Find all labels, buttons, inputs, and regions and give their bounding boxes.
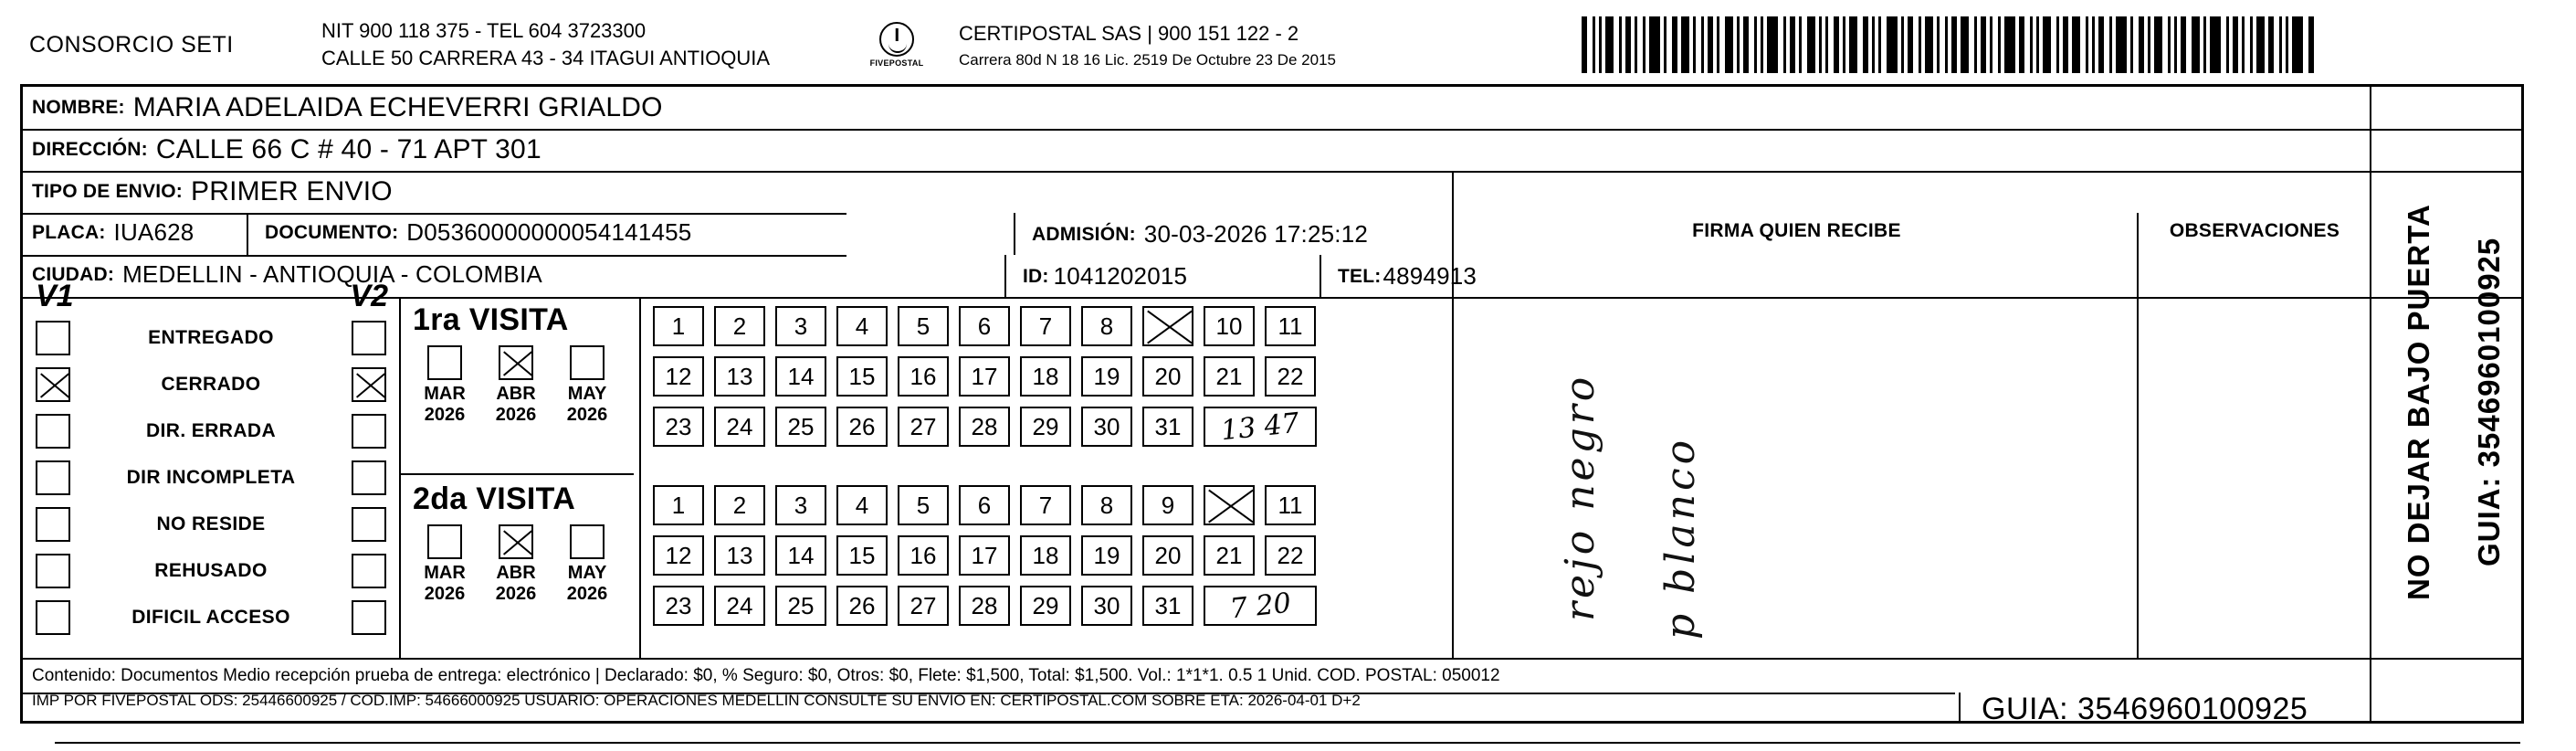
logo-wordmark: FIVEPOSTAL — [869, 58, 924, 68]
no-dejar-bajo-puerta-text: NO DEJAR BAJO PUERTA — [2402, 204, 2435, 600]
day-row-1-v1 — [653, 306, 1317, 346]
placa-label: PLACA: — [32, 221, 106, 243]
month-checkbox-may-v2[interactable] — [570, 524, 605, 559]
footer-guia-number: GUIA: 3546960100925 — [1982, 692, 2308, 726]
month-name: ABR — [496, 563, 536, 583]
checkbox-v1-4[interactable] — [36, 507, 70, 542]
checkbox-v1-3[interactable] — [36, 460, 70, 495]
day-cell-1-v1[interactable]: 1 — [653, 306, 704, 346]
field-placa — [23, 218, 194, 247]
signature-scribble-line-1: rejo negro — [1557, 373, 1603, 621]
day-cell-14-v2[interactable]: 14 — [775, 535, 826, 576]
visit-2-title: 2da VISITA — [413, 481, 576, 516]
divider-placa — [23, 255, 846, 257]
day-cell-27-v2[interactable]: 27 — [898, 586, 949, 626]
day-cell-22-v1[interactable]: 22 — [1265, 356, 1316, 397]
day-cell-21-v2[interactable]: 21 — [1204, 535, 1255, 576]
divider-placa-doc — [247, 213, 248, 255]
day-cell-7-v1[interactable]: 7 — [1020, 306, 1071, 346]
day-cell-12-v2[interactable]: 12 — [653, 535, 704, 576]
day-cell-15-v1[interactable]: 15 — [836, 356, 888, 397]
signature-header: FIRMA QUIEN RECIBE — [1692, 220, 1901, 241]
day-cell-30-v2[interactable]: 30 — [1081, 586, 1132, 626]
day-cell-21-v1[interactable]: 21 — [1204, 356, 1255, 397]
day-cell-25-v2[interactable]: 25 — [775, 586, 826, 626]
nombre-label: NOMBRE: — [32, 97, 125, 118]
status-row-rehusado — [23, 547, 399, 594]
divider-guia-footer — [1959, 693, 1961, 724]
status-row-cerrado — [23, 361, 399, 407]
footer-legal-text — [23, 662, 1940, 714]
checkcol-rows — [23, 314, 399, 640]
day-cell-18-v1[interactable]: 18 — [1020, 356, 1071, 397]
admision-label: ADMISIÓN: — [1032, 223, 1136, 245]
day-cell-19-v1[interactable]: 19 — [1081, 356, 1132, 397]
divider-admision — [1014, 213, 1015, 255]
day-cell-20-v1[interactable]: 20 — [1142, 356, 1193, 397]
month-year: 2026 — [495, 405, 537, 425]
hand-note-v1[interactable] — [1204, 407, 1317, 447]
day-cell-27-v1[interactable]: 27 — [898, 407, 949, 447]
status-label-0: ENTREGADO — [148, 326, 274, 348]
signature-scribble-line-2: p blanco — [1657, 436, 1704, 640]
month-year: 2026 — [495, 584, 537, 604]
documento-value: D05360000000054141455 — [406, 218, 692, 246]
day-cell-30-v1[interactable]: 30 — [1081, 407, 1132, 447]
day-cell-11-v2[interactable]: 11 — [1265, 485, 1316, 525]
month-name: MAR — [424, 563, 466, 583]
month-option-may-v1[interactable] — [559, 345, 615, 426]
status-label-1: CERRADO — [161, 373, 261, 395]
tipo-envio-label: TIPO DE ENVIO: — [32, 181, 183, 202]
checkbox-v1-6[interactable] — [36, 600, 70, 635]
status-label-6: DIFICIL ACCESO — [131, 606, 290, 628]
day-cell-5-v1[interactable]: 5 — [898, 306, 949, 346]
day-cell-23-v1[interactable]: 23 — [653, 407, 704, 447]
hand-note-v2[interactable] — [1204, 586, 1317, 626]
nit-line-1: NIT 900 118 375 - TEL 604 3723300 — [321, 19, 647, 43]
hand-note-text: 13 47 — [1219, 407, 1301, 447]
logo-circle-icon — [879, 22, 914, 57]
observaciones-header: OBSERVACIONES — [2169, 220, 2340, 241]
checkcol-headers — [23, 277, 399, 314]
day-row-2-v2 — [653, 535, 1317, 576]
checkbox-v2-4[interactable] — [352, 507, 386, 542]
day-cell-26-v2[interactable]: 26 — [836, 586, 888, 626]
day-cell-25-v1[interactable]: 25 — [775, 407, 826, 447]
day-cell-31-v1[interactable]: 31 — [1142, 407, 1193, 447]
day-row-2-v1 — [653, 356, 1317, 397]
day-cell-14-v1[interactable]: 14 — [775, 356, 826, 397]
certipostal-line-1: CERTIPOSTAL SAS | 900 151 122 - 2 — [959, 21, 1299, 45]
day-cell-24-v2[interactable]: 24 — [714, 586, 765, 626]
month-option-mar-v2[interactable] — [416, 524, 473, 605]
month-year: 2026 — [424, 405, 466, 425]
month-checkbox-mar-v1[interactable] — [427, 345, 462, 380]
status-label-5: REHUSADO — [154, 559, 268, 581]
certipostal-line-2: Carrera 80d N 18 16 Lic. 2519 De Octubre 23 De 2015 — [959, 50, 1336, 69]
divider-visit-split — [399, 473, 634, 475]
day-cell-12-v1[interactable]: 12 — [653, 356, 704, 397]
divider-signature-left — [1452, 171, 1454, 658]
month-option-mar-v1[interactable] — [416, 345, 473, 426]
day-cell-18-v2[interactable]: 18 — [1020, 535, 1071, 576]
ciudad-value: MEDELLIN - ANTIOQUIA - COLOMBIA — [122, 260, 542, 288]
footer-line-2: IMP POR FIVEPOSTAL ODS: 25446600925 / COD.IMP: 54666000925 USUARIO: OPERACIONES MEDELLIN CONSULTE SU ENVIO EN: CERTIPOSTAL.COM SOBRE ETA: 2026-04-01 D+2 — [32, 692, 1361, 710]
checkbox-v1-5[interactable] — [36, 554, 70, 588]
day-cell-10-v2[interactable] — [1204, 485, 1255, 525]
day-cell-22-v2[interactable]: 22 — [1265, 535, 1316, 576]
v1-header: V1 — [36, 279, 74, 313]
tel-value: 4894913 — [1383, 262, 1477, 290]
document-header — [20, 7, 2540, 82]
checkbox-v2-0[interactable] — [352, 321, 386, 355]
field-id — [1014, 262, 1187, 291]
field-tel — [1329, 262, 1477, 291]
month-year: 2026 — [424, 584, 466, 604]
status-label-2: DIR. ERRADA — [145, 419, 277, 441]
field-documento — [256, 218, 691, 247]
month-checkbox-may-v1[interactable] — [570, 345, 605, 380]
checkbox-v2-3[interactable] — [352, 460, 386, 495]
month-name: ABR — [496, 384, 536, 404]
divider-nombre — [23, 129, 2521, 131]
day-cell-28-v1[interactable]: 28 — [959, 407, 1010, 447]
month-option-abr-v1[interactable] — [488, 345, 544, 426]
visit-2-months — [400, 517, 639, 605]
divider-id — [1004, 255, 1006, 297]
month-checkbox-mar-v2[interactable] — [427, 524, 462, 559]
day-cell-13-v1[interactable]: 13 — [714, 356, 765, 397]
divider-observaciones — [2137, 213, 2139, 658]
status-row-dir-errada — [23, 407, 399, 454]
status-label-4: NO RESIDE — [156, 513, 266, 534]
day-cell-4-v1[interactable]: 4 — [836, 306, 888, 346]
day-cell-15-v2[interactable]: 15 — [836, 535, 888, 576]
checkbox-v1-1[interactable] — [36, 367, 70, 402]
month-year: 2026 — [566, 405, 608, 425]
day-cell-6-v2[interactable]: 6 — [959, 485, 1010, 525]
day-cell-1-v2[interactable]: 1 — [653, 485, 704, 525]
direccion-label: DIRECCIÓN: — [32, 139, 148, 160]
visit-1-months — [400, 338, 639, 426]
month-name: MAR — [424, 384, 466, 404]
day-cell-6-v1[interactable]: 6 — [959, 306, 1010, 346]
day-row-3-v2 — [653, 586, 1317, 626]
admision-value: 30-03-2026 17:25:12 — [1143, 220, 1369, 248]
checkbox-v2-2[interactable] — [352, 414, 386, 449]
day-cell-20-v2[interactable]: 20 — [1142, 535, 1193, 576]
day-row-3-v1 — [653, 407, 1317, 447]
day-row-1-v2 — [653, 485, 1317, 525]
day-cell-9-v2[interactable]: 9 — [1142, 485, 1193, 525]
nit-block — [321, 17, 842, 71]
day-cell-2-v1[interactable]: 2 — [714, 306, 765, 346]
day-cell-17-v2[interactable]: 17 — [959, 535, 1010, 576]
nit-line-2: CALLE 50 CARRERA 43 - 34 ITAGUI ANTIOQUIA — [321, 47, 771, 69]
field-direccion — [23, 134, 541, 165]
divider-tel — [1320, 255, 1321, 297]
checkbox-v2-5[interactable] — [352, 554, 386, 588]
month-name: MAY — [567, 384, 607, 404]
month-year: 2026 — [566, 584, 608, 604]
day-cell-24-v1[interactable]: 24 — [714, 407, 765, 447]
day-cell-3-v2[interactable]: 3 — [775, 485, 826, 525]
status-label-3: DIR INCOMPLETA — [126, 466, 296, 488]
barcode-icon — [1582, 16, 2318, 73]
v2-header: V2 — [350, 279, 388, 313]
day-cell-11-v1[interactable]: 11 — [1265, 306, 1316, 346]
certipostal-block — [952, 18, 1518, 72]
nombre-value: MARIA ADELAIDA ECHEVERRI GRIALDO — [132, 92, 663, 122]
visit-1-title: 1ra VISITA — [413, 302, 569, 337]
checkbox-v2-1[interactable] — [352, 367, 386, 402]
day-cell-13-v2[interactable]: 13 — [714, 535, 765, 576]
id-value: 1041202015 — [1053, 262, 1188, 290]
day-cell-8-v2[interactable]: 8 — [1081, 485, 1132, 525]
field-admision — [1023, 220, 1368, 249]
hand-note-text: 7 20 — [1227, 587, 1293, 625]
day-cell-10-v1[interactable]: 10 — [1204, 306, 1255, 346]
checkbox-v1-0[interactable] — [36, 321, 70, 355]
status-row-entregado — [23, 314, 399, 361]
day-cell-4-v2[interactable]: 4 — [836, 485, 888, 525]
day-cell-19-v2[interactable]: 19 — [1081, 535, 1132, 576]
day-cell-31-v2[interactable]: 31 — [1142, 586, 1193, 626]
month-name: MAY — [567, 563, 607, 583]
status-checkbox-column — [23, 277, 399, 670]
day-cell-8-v1[interactable]: 8 — [1081, 306, 1132, 346]
fivepostal-logo-icon — [842, 22, 952, 68]
documento-label: DOCUMENTO: — [265, 221, 399, 243]
status-row-no-reside — [23, 501, 399, 547]
visit-2-day-grid — [653, 485, 1317, 626]
status-row-dificil-acceso — [23, 594, 399, 640]
checkbox-v1-2[interactable] — [36, 414, 70, 449]
day-cell-2-v2[interactable]: 2 — [714, 485, 765, 525]
divider-right-strip — [2370, 87, 2371, 722]
bottom-rule — [55, 742, 2520, 744]
consorcio-name: CONSORCIO SETI — [29, 31, 234, 58]
day-cell-29-v2[interactable]: 29 — [1020, 586, 1071, 626]
ciudad-label: CIUDAD: — [32, 263, 115, 285]
day-cell-9-v1[interactable] — [1142, 306, 1193, 346]
status-row-dir-incompleta — [23, 454, 399, 501]
day-cell-5-v2[interactable]: 5 — [898, 485, 949, 525]
divider-visits — [639, 297, 641, 658]
visit-1-day-grid — [653, 306, 1317, 447]
day-cell-3-v1[interactable]: 3 — [775, 306, 826, 346]
visit-panel-1 — [400, 299, 639, 426]
day-cell-29-v1[interactable]: 29 — [1020, 407, 1071, 447]
tipo-envio-value: PRIMER ENVIO — [191, 176, 393, 206]
form-frame — [20, 84, 2524, 724]
day-cell-7-v2[interactable]: 7 — [1020, 485, 1071, 525]
month-checkbox-abr-v1[interactable] — [499, 345, 533, 380]
month-option-may-v2[interactable] — [559, 524, 615, 605]
placa-value: IUA628 — [113, 218, 195, 246]
day-cell-28-v2[interactable]: 28 — [959, 586, 1010, 626]
divider-direccion — [23, 171, 2521, 173]
day-cell-26-v1[interactable]: 26 — [836, 407, 888, 447]
divider-tipo-envio — [23, 213, 846, 215]
right-strip-guia-text: GUIA: 3546960100925 — [2472, 237, 2506, 567]
field-tipo-envio — [23, 176, 393, 207]
tel-label: TEL: — [1338, 265, 1382, 287]
day-cell-16-v2[interactable]: 16 — [898, 535, 949, 576]
month-option-abr-v2[interactable] — [488, 524, 544, 605]
barcode-area — [1518, 16, 2540, 73]
day-cell-23-v2[interactable]: 23 — [653, 586, 704, 626]
footer-line-1: Contenido: Documentos Medio recepción prueba de entrega: electrónico | Declarado: $0, % Seguro: $0, Otros: $0, Flete: $1,500, Total: $1,500. Vol.: 1*1*1. 0.5 1 Unid. COD. POSTAL: 050012 — [32, 666, 1500, 685]
direccion-value: CALLE 66 C # 40 - 71 APT 301 — [155, 134, 541, 164]
visit-panel-2 — [400, 478, 639, 605]
month-checkbox-abr-v2[interactable] — [499, 524, 533, 559]
checkbox-v2-6[interactable] — [352, 600, 386, 635]
day-cell-16-v1[interactable]: 16 — [898, 356, 949, 397]
id-label: ID: — [1023, 265, 1049, 287]
day-cell-17-v1[interactable]: 17 — [959, 356, 1010, 397]
field-nombre — [23, 92, 663, 123]
